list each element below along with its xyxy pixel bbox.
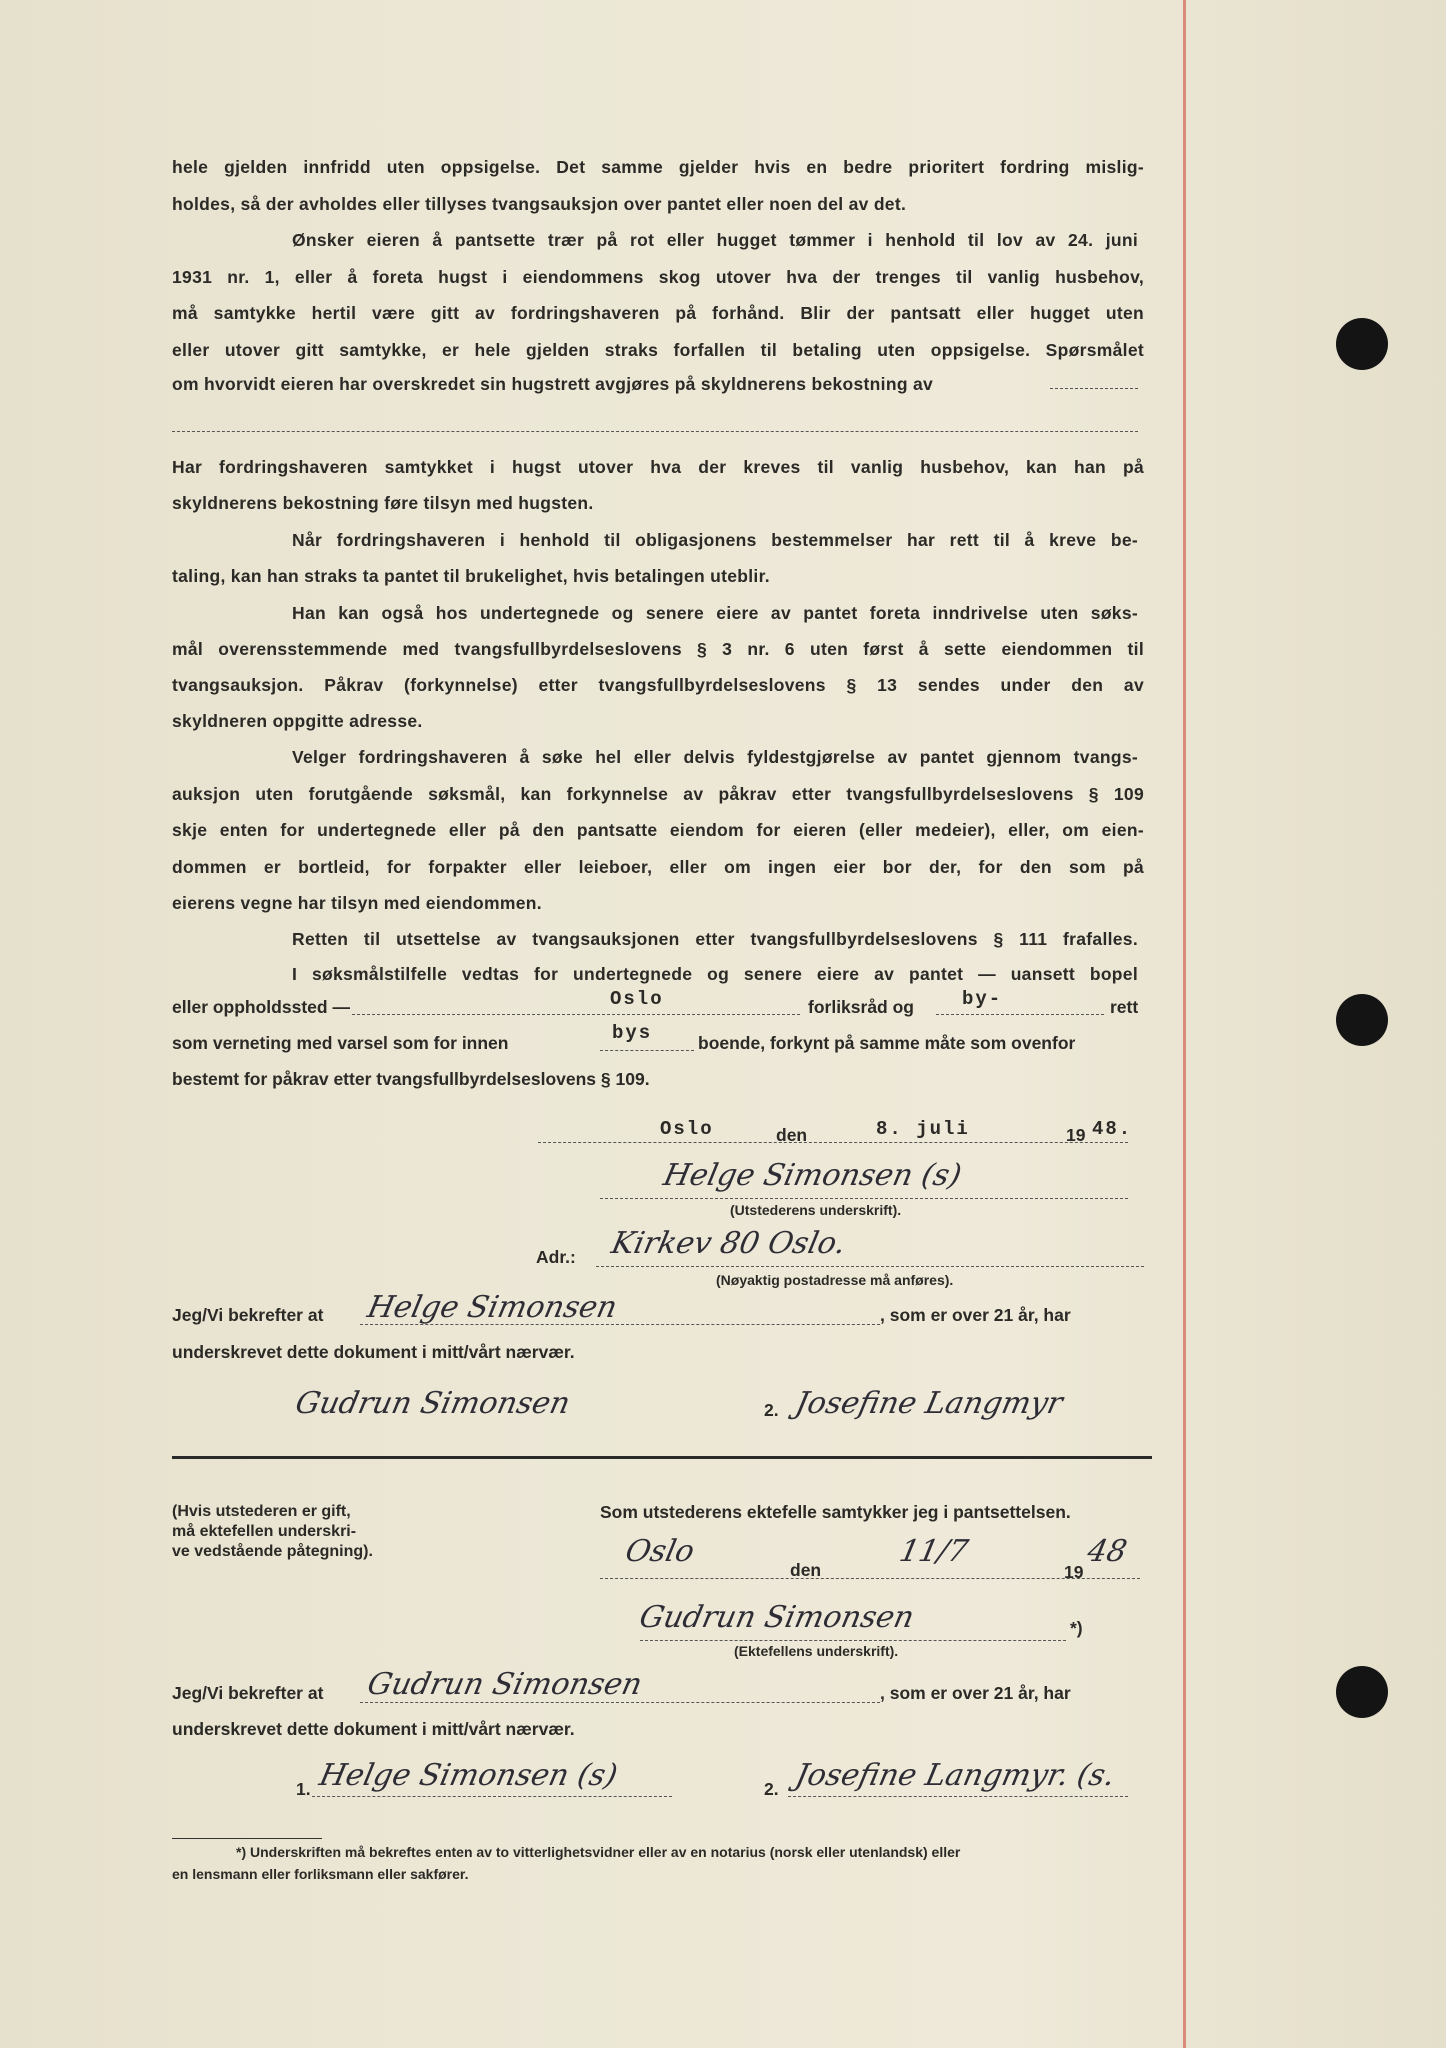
text-line: Velger fordringshaveren å søke hel eller delvis fyldestgjørelse av pantet gjennom tvangs- — [292, 747, 1138, 767]
text-line: Retten til utsettelse av tvangsauksjonen etter tvangsfullbyrdelseslovens § 111 frafalles. — [292, 929, 1138, 949]
text-line: taling, kan han straks ta pantet til brukelighet, hvis betalingen uteblir. — [172, 566, 770, 586]
witness-confirm-prefix: Jeg/Vi bekrefter at — [172, 1305, 324, 1325]
text-line: Når fordringshaveren i henhold til obligasjonens bestemmelser har rett til å kreve be- — [292, 530, 1138, 550]
text-line: skyldneren oppgitte adresse. — [172, 711, 423, 731]
text-line: mål overensstemmende med tvangsfullbyrdelseslovens § 3 nr. 6 uten først å sette eiendommen til — [172, 639, 1144, 659]
text-line: eller utover gitt samtykke, er hele gjelden straks forfallen til betaling uten oppsigelse. Spørsmålet — [172, 340, 1144, 360]
date-year-suffix: 48. — [1092, 1118, 1133, 1140]
spouse-year-suffix: 48 — [1084, 1534, 1130, 1569]
spouse-date-value: 11/7 — [896, 1534, 972, 1569]
address-caption: (Nøyaktig postadresse må anføres). — [716, 1272, 954, 1288]
issuer-signature: Helge Simonsen (s) — [660, 1158, 965, 1193]
blank-line — [538, 1142, 1128, 1143]
witness1-number-2: 2. — [764, 1400, 779, 1420]
blank-line — [600, 1050, 694, 1051]
witness2-signature-1: Helge Simonsen (s) — [316, 1758, 621, 1793]
spouse-signature: Gudrun Simonsen — [636, 1600, 918, 1635]
blank-line — [360, 1702, 880, 1703]
witness2-confirm-suffix: , som er over 21 år, har — [880, 1683, 1071, 1703]
venue-suffix: rett — [1110, 997, 1139, 1017]
witness-confirm-name: Helge Simonsen — [364, 1290, 621, 1325]
witness2-number-1: 1. — [296, 1779, 311, 1799]
text-line: holdes, så der avholdes eller tillyses tvangsauksjon over pantet eller noen del av det. — [172, 194, 907, 214]
footnote-line: *) Underskriften må bekreftes enten av to vitterlighetsvidner eller av en notarius (norsk eller utenlandsk) eller — [236, 1844, 961, 1860]
text-line: dommen er bortleid, for forpakter eller leieboer, eller om ingen eier bor der, for den som på — [172, 857, 1144, 877]
blank-line — [640, 1640, 1066, 1641]
spouse-date-place: Oslo — [622, 1534, 698, 1569]
venue-line2-prefix: som verneting med varsel som for innen — [172, 1033, 509, 1053]
venue-line2-suffix: boende, forkynt på samme måte som ovenfor — [698, 1033, 1076, 1053]
venue-line3: bestemt for påkrav etter tvangsfullbyrdelseslovens § 109. — [172, 1069, 650, 1089]
witness2-confirm-name: Gudrun Simonsen — [364, 1667, 646, 1702]
footnote-line: en lensmann eller forliksmann eller sakfører. — [172, 1866, 469, 1882]
text-line: 1931 nr. 1, eller å foreta hugst i eiendommens skog utover hva der trenges til vanlig husbehov, — [172, 267, 1144, 287]
spouse-consent-text: Som utstederens ektefelle samtykker jeg i pantsettelsen. — [600, 1502, 1071, 1522]
date-value: 8. juli — [876, 1118, 970, 1140]
punch-hole-middle — [1336, 994, 1388, 1046]
address-label: Adr.: — [536, 1247, 576, 1267]
text-line: skje enten for undertegnede eller på den pantsatte eiendom for eieren (eller medeier), eller, om eien- — [172, 820, 1144, 840]
text-line: eierens vegne har tilsyn med eiendommen. — [172, 893, 542, 913]
witness-confirm-suffix: , som er over 21 år, har — [880, 1305, 1071, 1325]
spouse-note-line: må ektefellen underskri- — [172, 1523, 357, 1540]
blank-line — [312, 1796, 672, 1797]
section-divider — [172, 1456, 1152, 1459]
text-line: Han kan også hos undertegnede og senere eiere av pantet foreta inndrivelse uten søks- — [292, 603, 1138, 623]
issuer-address: Kirkev 80 Oslo. — [608, 1226, 849, 1261]
red-margin-line — [1183, 0, 1186, 2048]
text-line: hele gjelden innfridd uten oppsigelse. Det samme gjelder hvis en bedre prioritert fordring mislig- — [172, 157, 1144, 177]
blank-line — [1050, 388, 1138, 389]
blank-line — [600, 1198, 1128, 1199]
date-year-prefix: 19 — [1066, 1125, 1086, 1145]
text-line: må samtykke hertil være gitt av fordringshaveren på forhånd. Blir der pantsatt eller hugget uten — [172, 303, 1144, 323]
venue-city: Oslo — [610, 988, 664, 1010]
blank-line — [596, 1266, 1144, 1267]
witness1-signature-1: Gudrun Simonsen — [292, 1386, 574, 1421]
blank-line — [600, 1578, 1140, 1579]
venue-prefix: eller oppholdssted — — [172, 997, 350, 1017]
text-line: Har fordringshaveren samtykket i hugst utover hva der kreves til vanlig husbehov, kan han på — [172, 457, 1144, 477]
blank-line — [172, 431, 1138, 432]
witness2-confirm-prefix: Jeg/Vi bekrefter at — [172, 1683, 324, 1703]
text-line: I søksmålstilfelle vedtas for undertegnede og senere eiere av pantet — uansett bopel — [292, 964, 1138, 984]
spouse-signature-caption: (Ektefellens underskrift). — [734, 1643, 899, 1659]
date-place: Oslo — [660, 1118, 714, 1140]
blank-line — [352, 1014, 800, 1015]
witness2-confirm-line2: underskrevet dette dokument i mitt/vårt nærvær. — [172, 1719, 575, 1739]
blank-line — [360, 1324, 880, 1325]
text-line: skyldnerens bekostning føre tilsyn med hugsten. — [172, 493, 594, 513]
spouse-note-line: ve vedstående påtegning). — [172, 1543, 373, 1560]
text-line: Ønsker eieren å pantsette trær på rot eller hugget tømmer i henhold til lov av 24. juni — [292, 230, 1138, 250]
venue-area: bys — [612, 1022, 653, 1044]
text-line: om hvorvidt eieren har overskredet sin hugstrett avgjøres på skyldnerens bekostning av — [172, 374, 934, 394]
issuer-signature-caption: (Utstederens underskrift). — [730, 1202, 902, 1218]
footnote-rule — [172, 1838, 322, 1839]
punch-hole-top — [1336, 318, 1388, 370]
witness1-signature-2: Josefine Langmyr — [792, 1386, 1066, 1421]
witness2-signature-2: Josefine Langmyr. (s. — [792, 1758, 1119, 1793]
blank-line — [788, 1796, 1128, 1797]
spouse-den: den — [790, 1560, 822, 1580]
venue-mid: forliksråd og — [808, 997, 914, 1017]
witness-confirm-line2: underskrevet dette dokument i mitt/vårt nærvær. — [172, 1342, 575, 1362]
spouse-note-line: (Hvis utstederen er gift, — [172, 1503, 351, 1520]
punch-hole-bottom — [1336, 1666, 1388, 1718]
venue-court-type: by- — [962, 988, 1003, 1010]
text-line: tvangsauksjon. Påkrav (forkynnelse) etter tvangsfullbyrdelseslovens § 13 sendes under den av — [172, 675, 1144, 695]
date-den: den — [776, 1125, 808, 1145]
witness2-number-2: 2. — [764, 1779, 779, 1799]
spouse-year-prefix: 19 — [1064, 1562, 1084, 1582]
text-line: auksjon uten forutgående søksmål, kan forkynnelse av påkrav etter tvangsfullbyrdelseslovens § 109 — [172, 784, 1144, 804]
blank-line — [936, 1014, 1104, 1015]
spouse-signature-mark: *) — [1070, 1618, 1083, 1638]
